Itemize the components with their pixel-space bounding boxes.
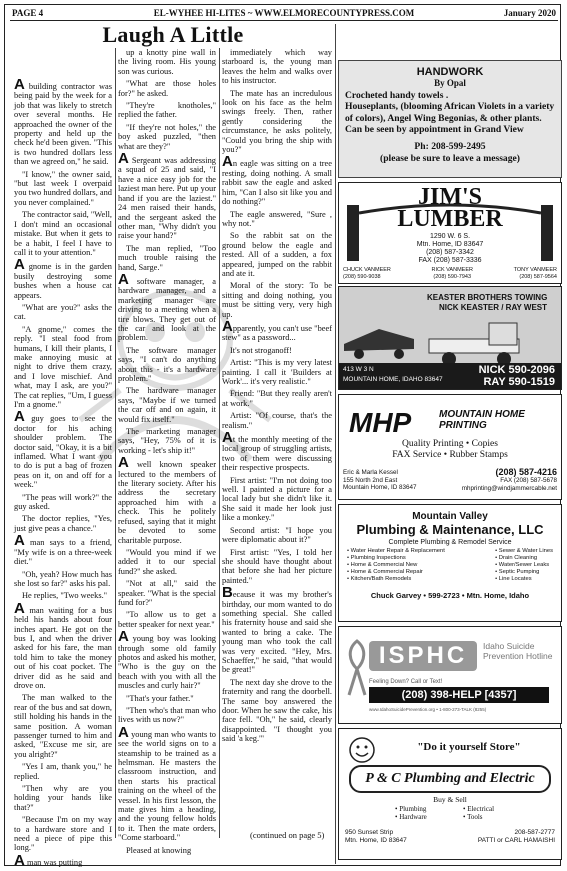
- story-text: The hardware manager says, "Maybe if we turned the car off and on again, it would fix itself.": [118, 386, 216, 424]
- story-text: The software manager says, "I can't do anything about this - it's a hardware problem.": [118, 345, 216, 383]
- mv-service: • Water/Sewer Leaks: [495, 562, 550, 568]
- isphc-phone: (208) 398-HELP [4357]: [369, 687, 549, 703]
- story-paragraph: [118, 150, 216, 241]
- story-text: "To allow us to get a better speaker for next year.": [118, 610, 216, 629]
- story-text: The man replied, "Too much trouble raising the hand, Sarge.": [118, 243, 216, 272]
- story-text: "The peas will work?" the guy asked.: [14, 492, 112, 512]
- page-header: [10, 6, 558, 21]
- story-paragraph: [118, 706, 216, 725]
- story-paragraph: [14, 693, 112, 759]
- story-text: Sergeant was addressing a squad of 25 and said, "I have a nice easy job for the laziest man here. Put up your hand if you are the laziest." 24 men raised their hands, and the sergeant asked the other man, "Why didn't you raise your hand?": [118, 156, 216, 241]
- story-paragraph: [118, 610, 216, 629]
- pc-slogan: "Do it yourself Store": [417, 741, 521, 753]
- story-paragraph: [14, 76, 112, 167]
- towing-names: NICK KEASTER / RAY WEST: [439, 303, 548, 312]
- story-text: well known speaker lectured to the members of the literary society. After his address the secretary approached him with a check. This he politely refused, saying that it might be devoted to some charitable purpose.: [118, 460, 216, 545]
- mv-service: • Kitchen/Bath Remodels: [347, 576, 412, 582]
- story-text: pparently, you can't use "beef stew" as a password...: [222, 323, 332, 343]
- mv-service: • Water Heater Repair & Replacement: [347, 548, 445, 554]
- publication-title: EL-WYHEE HI-LITES ~ WWW.ELMORECOUNTYPRESS.COM: [153, 8, 415, 18]
- story-text: "I know," the owner said, "but last week I overpaid you two hundred dollars, and you never complained.": [14, 169, 112, 207]
- towing-city: MOUNTAIN HOME, IDAHO 83647: [343, 376, 443, 383]
- drop-cap: A: [118, 723, 129, 741]
- story-paragraph: [222, 281, 332, 319]
- story-text: The eagle answered, "Sure , why not.": [222, 209, 332, 228]
- jims-contact: TONY VANMEER (208) 587-9564: [513, 267, 557, 280]
- story-text: man says to a friend, "My wife is on a three-week diet.": [14, 538, 112, 567]
- lumber-name: LUMBER: [397, 206, 503, 232]
- mhp-city: Mountain Home, ID 83647: [343, 484, 417, 491]
- story-paragraph: [14, 532, 112, 567]
- handwork-heading: HANDWORK: [416, 66, 484, 78]
- story-paragraph: [14, 325, 112, 410]
- mhp-fax: FAX (208) 587-5678: [500, 477, 557, 484]
- handwork-phone: Ph: 208-599-2495: [414, 141, 486, 153]
- story-text: "Because I'm on my way to a hardware store and I need a piece of pipe this long.": [14, 815, 112, 853]
- towing-ad: [338, 286, 562, 390]
- story-paragraph: [118, 346, 216, 384]
- mhp-email: mhprinting@windjammercable.net: [461, 484, 557, 492]
- story-text: The marketing manager says, "Hey, 75% of it is working - let's ship it!": [118, 427, 216, 455]
- story-text: Second artist: "I hope you were diplomatic about it?": [222, 525, 332, 545]
- story-text: "If they're not holes," the boy asked puzzled, "then what are they?": [118, 122, 216, 151]
- towing-nick-phone: NICK 590-2096: [478, 364, 555, 376]
- story-paragraph: [118, 723, 216, 843]
- story-paragraph: [14, 762, 112, 781]
- mv-service: • Home & Commercial New: [347, 562, 418, 568]
- towing-road: 413 W 3 N: [343, 366, 374, 373]
- story-text: young man who wants to see the world signs on to a steamship to be trained as a helmsman. He masters the classroom instruction, and then starts his practical training on the wheel of the vessel. In his first lesson, the mate gives him a heading, and the young fellow holds to it. Then the mate orders, "Come starboard.": [118, 729, 216, 843]
- mv-service: • Home & Commercial Repair: [347, 569, 423, 575]
- story-paragraph: [118, 123, 216, 151]
- story-paragraph: [14, 514, 112, 533]
- jims-contact: RICK VANMEER (208) 590-7943: [431, 267, 473, 280]
- story-text: Friend: "But they really aren't at work.": [222, 389, 332, 408]
- story-text: guy goes to see the doctor for his aching shoulder problem. The doctor said, "Okay, it is a bit inflamed. What I want you to do is put a bag of frozen peas on it, on and off for a week.": [14, 414, 112, 490]
- story-text: software manager, a hardware manager, and a marketing manager are driving to a meeting when a tire blows. They get out of the car and look at the problem.: [118, 276, 216, 343]
- jims-lumber-ad: [338, 182, 562, 284]
- pc-item: • Electrical: [463, 805, 495, 813]
- mv-service: • Plumbing Inspections: [347, 555, 406, 561]
- story-text: "They're knotholes," replied the father.: [118, 101, 216, 120]
- story-paragraph: [14, 851, 112, 869]
- towing-title: KEASTER BROTHERS TOWING: [427, 293, 548, 302]
- drop-cap: A: [14, 599, 25, 617]
- story-text: "Then who's that man who lives with us now?": [118, 706, 216, 725]
- story-paragraph: [118, 427, 216, 455]
- story-paragraph: [14, 599, 112, 691]
- story-paragraph: [222, 389, 332, 408]
- mhp-logo: MHP: [349, 407, 412, 438]
- isphc-logo: ISPHC: [369, 641, 477, 671]
- issue-date: January 2020: [503, 8, 556, 18]
- mhp-phone: (208) 587-4216: [495, 467, 557, 477]
- story-text: The mate has an incredulous look on his face as the helm swings freely. Then, rather gently considering the circumstance, he asks politely, "Could you bring the ship with you?": [222, 88, 332, 155]
- story-paragraph: [222, 210, 332, 229]
- mountain-valley-plumbing-ad: [338, 504, 562, 622]
- story-paragraph: [14, 591, 112, 600]
- story-text: t the monthly meeting of the local group of struggling artists, two of them were discussing their respective prospects.: [222, 435, 332, 473]
- story-text: He replies, "Two weeks.": [22, 591, 108, 601]
- jims-fax: FAX (208) 587-3336: [418, 257, 482, 264]
- story-text: young boy was looking through some old family photos and asked his mother, "Who is the guy on the beach with you with all the muscles and curly hair?": [118, 634, 216, 691]
- mhp-name: PRINTING: [439, 420, 487, 431]
- story-paragraph: [118, 846, 216, 855]
- pc-item: • Plumbing: [395, 805, 427, 813]
- story-text: "Would you mind if we added it to our special fund?" she asked.: [118, 547, 216, 576]
- mhp-owners: Eric & Marla Kessel: [343, 469, 398, 476]
- jims-name: JIM'S: [417, 184, 482, 210]
- story-text: First artist: "I'm not doing too well. I painted a picture for a local lady but she didn't like it. She said it made her look just like a monkey.": [222, 475, 332, 523]
- story-text: So the rabbit sat on the ground below the eagle and rested. All of a sudden, a fox appeared, jumped on the rabbit and ate it.: [222, 231, 332, 278]
- story-text: building contractor was being paid by the week for a job that was likely to stretch over several months. He approached the owner of the property and held up the check he'd been given. "This is two hundred dollars less than we agreed on," he said.: [14, 82, 112, 167]
- pc-item: • Tools: [463, 813, 483, 821]
- story-text: up a knotty pine wall in the living room. His young son was curious.: [118, 48, 216, 76]
- pc-buysell: Buy & Sell: [433, 795, 467, 804]
- continued-note: (continued on page 5): [250, 830, 325, 840]
- drop-cap: A: [222, 317, 233, 335]
- story-text: The doctor replies, "Yes, just give peas a chance.": [14, 514, 112, 533]
- drop-cap: A: [118, 628, 129, 646]
- column-divider: [115, 48, 116, 838]
- story-text: The contractor said, "Well, I don't mind an occasional mistake. But when it gets to be a habit, I feel I have to call it to your attention.": [14, 210, 112, 257]
- story-text: Artist: "This is my very latest painting. I call it 'Builders at Work'... it's very realistic.": [222, 358, 332, 386]
- story-text: ecause it was my brother's birthday, our mom wanted to do something special. She called his fraternity house and said she wanted to bring a cake. The young man who took the call was very excited. "Hey, Mrs. Schaeffer," he said, "that would be great!": [222, 590, 332, 675]
- story-text: immediately which way starboard is, the young man leaves the helm and walks over to his instructor.: [222, 48, 332, 86]
- story-text: "Then why are you holding your hands like that?": [14, 784, 112, 812]
- drop-cap: A: [118, 270, 129, 288]
- handwork-author: By Opal: [434, 78, 466, 89]
- story-paragraph: [118, 579, 216, 607]
- smiley-icon: [347, 735, 377, 765]
- pc-plumbing-ad: [338, 728, 562, 860]
- drop-cap: B: [222, 584, 233, 602]
- story-text: man waiting for a bus held his hands about four inches apart. He got on the bus I, and when the driver asked for his fare, the man told him to take the money out of his coat pocket. The driver did as he said and drove on.: [14, 605, 112, 690]
- story-paragraph: [222, 89, 332, 155]
- story-paragraph: [222, 317, 332, 343]
- drop-cap: A: [14, 256, 25, 274]
- story-paragraph: [14, 570, 112, 589]
- mv-service: • Septic Pumping: [495, 569, 540, 575]
- mhp-tagline: FAX Service • Rubber Stamps: [392, 450, 508, 460]
- story-paragraph: [118, 628, 216, 691]
- pc-address: 950 Sunset Strip: [345, 829, 394, 836]
- story-paragraph: [222, 548, 332, 586]
- jims-phone: (208) 587-3342: [426, 249, 474, 256]
- story-paragraph: [14, 210, 112, 257]
- story-text: man was putting: [24, 857, 83, 867]
- story-column-1: [14, 76, 112, 869]
- story-text: "Oh, yeah? How much has she lost so far?" asks his pal.: [14, 569, 112, 588]
- story-paragraph: [222, 48, 332, 86]
- column-divider: [219, 48, 220, 838]
- story-text: gnome is in the garden busily destroying some bushes when a house cat appears.: [14, 262, 112, 300]
- story-text: First artist: "Yes, I told her she should have thought about that before she had her picture painted.": [222, 547, 332, 585]
- drop-cap: A: [14, 408, 25, 426]
- story-column-2: [118, 48, 216, 855]
- page-number: PAGE 4: [12, 8, 44, 18]
- drop-cap: A: [14, 532, 25, 550]
- story-text: "What are you?" asks the cat.: [14, 302, 112, 322]
- story-paragraph: [14, 493, 112, 512]
- mhp-name: MOUNTAIN HOME: [439, 409, 525, 420]
- drop-cap: A: [222, 153, 233, 171]
- mv-service: • Sewer & Water Lines: [495, 548, 553, 554]
- story-paragraph: [222, 411, 332, 430]
- story-text: The man walked to the rear of the bus and sat down, still holding his hands in the same position. A woman passenger turned to him and asked, "Excuse me sir, are you alright?": [14, 693, 112, 759]
- story-paragraph: [14, 408, 112, 490]
- story-paragraph: [14, 170, 112, 208]
- mhp-tagline: Quality Printing • Copies: [402, 439, 498, 449]
- story-paragraph: [222, 429, 332, 473]
- handwork-note: (please be sure to leave a message): [380, 152, 520, 164]
- mv-service: • Drain Cleaning: [495, 555, 538, 561]
- mv-subtitle: Complete Plumbing & Remodel Service: [388, 539, 512, 546]
- handwork-ad: [338, 60, 562, 178]
- ribbon-icon: [345, 639, 369, 699]
- story-text: "A gnome," comes the reply. "I steal food from humans, I kill their plants, I make annoying music at night to drive them crazy, and I love mischief. And what, may I ask, are you?" The cat replies, "Um, I guess I'm a gnome.": [14, 324, 112, 409]
- handwork-line: Can be seen by appointment in Grand View: [345, 124, 524, 136]
- isphc-name: Idaho Suicide Prevention Hotline: [483, 641, 553, 661]
- towing-ray-phone: RAY 590-1519: [483, 376, 555, 388]
- story-paragraph: [118, 270, 216, 343]
- story-paragraph: [118, 244, 216, 272]
- story-paragraph: [222, 153, 332, 207]
- story-paragraph: [118, 79, 216, 98]
- mv-name: Plumbing & Maintenance, LLC: [356, 522, 544, 537]
- handwork-line: Crocheted handy towels .: [345, 89, 449, 101]
- story-paragraph: [222, 358, 332, 386]
- article-title: Laugh A Little: [102, 22, 244, 47]
- isphc-ad: [338, 626, 562, 724]
- story-paragraph: [222, 346, 332, 355]
- story-text: Moral of the story: To be sitting and doing nothing, you must be sitting very, very high up.: [222, 281, 332, 319]
- story-text: The next day she drove to the fraternity and rang the doorbell. The same boy answered the door. When he saw the cake, his face fell. "Oh," he said, clearly disappointed. "I thought you said 'a keg.'": [222, 677, 332, 744]
- story-text: n eagle was sitting on a tree resting, doing nothing. A small rabbit saw the eagle and asked him, "Can I also sit like you and do nothing?": [222, 159, 332, 207]
- story-paragraph: [118, 48, 216, 76]
- pc-owners: PATTI or CARL HAMAISHI: [477, 837, 555, 844]
- story-paragraph: [14, 256, 112, 300]
- drop-cap: A: [222, 429, 233, 447]
- mhp-printing-ad: [338, 394, 562, 500]
- drop-cap: A: [14, 851, 25, 869]
- story-paragraph: [222, 584, 332, 675]
- story-paragraph: [118, 386, 216, 424]
- mhp-address: 155 North 2nd East: [343, 476, 398, 484]
- drop-cap: A: [118, 150, 129, 168]
- story-paragraph: [118, 101, 216, 120]
- jims-contact: CHUCK VANMEER (208) 590-9038: [343, 267, 391, 280]
- story-paragraph: [14, 784, 112, 812]
- handwork-line: Houseplants, (blooming African Violets in a variety of colors), Angel Wing Begonias, & other plants.: [345, 101, 555, 124]
- story-text: "What are those holes for?" he asked.: [118, 79, 216, 98]
- story-paragraph: [14, 303, 112, 322]
- story-paragraph: [118, 548, 216, 576]
- mv-service: • Line Locates: [495, 576, 532, 582]
- story-text: "That's your father.": [126, 693, 194, 703]
- pc-item: • Hardware: [395, 813, 427, 821]
- story-paragraph: [118, 694, 216, 703]
- drop-cap: A: [14, 76, 25, 93]
- story-paragraph: [14, 815, 112, 853]
- column-divider: [335, 24, 336, 864]
- story-paragraph: [222, 526, 332, 545]
- mv-contact: Chuck Garvey • 599-2723 • Mtn. Home, Idaho: [370, 591, 530, 600]
- story-text: "Not at all," said the speaker. "What is the special fund for?": [118, 579, 216, 607]
- isphc-prompt: Feeling Down? Call or Text!: [369, 679, 443, 685]
- mv-name: Mountain Valley: [412, 511, 488, 522]
- isphc-url: www.IdahoSuicidePrevention.org • 1-800-273-TALK (8255): [369, 707, 487, 712]
- story-paragraph: [222, 231, 332, 278]
- pc-name: P & C Plumbing and Electric: [349, 765, 551, 793]
- story-paragraph: [222, 678, 332, 744]
- story-column-3: [222, 48, 332, 838]
- story-text: "Yes I am, thank you," he replied.: [14, 762, 112, 781]
- story-text: It's not stroganoff!: [230, 345, 292, 355]
- drop-cap: A: [118, 454, 129, 472]
- story-text: Pleased at knowing: [126, 845, 192, 855]
- story-paragraph: [222, 476, 332, 523]
- pc-city: Mtn. Home, ID 83647: [345, 837, 407, 844]
- jims-city: Mtn. Home, ID 83647: [416, 241, 484, 248]
- story-text: Artist: "Of course, that's the realism.": [222, 411, 332, 430]
- jims-address: 1290 W. 6 S.: [429, 233, 471, 240]
- story-paragraph: [118, 454, 216, 545]
- pc-phone: 208-587-2777: [514, 829, 555, 836]
